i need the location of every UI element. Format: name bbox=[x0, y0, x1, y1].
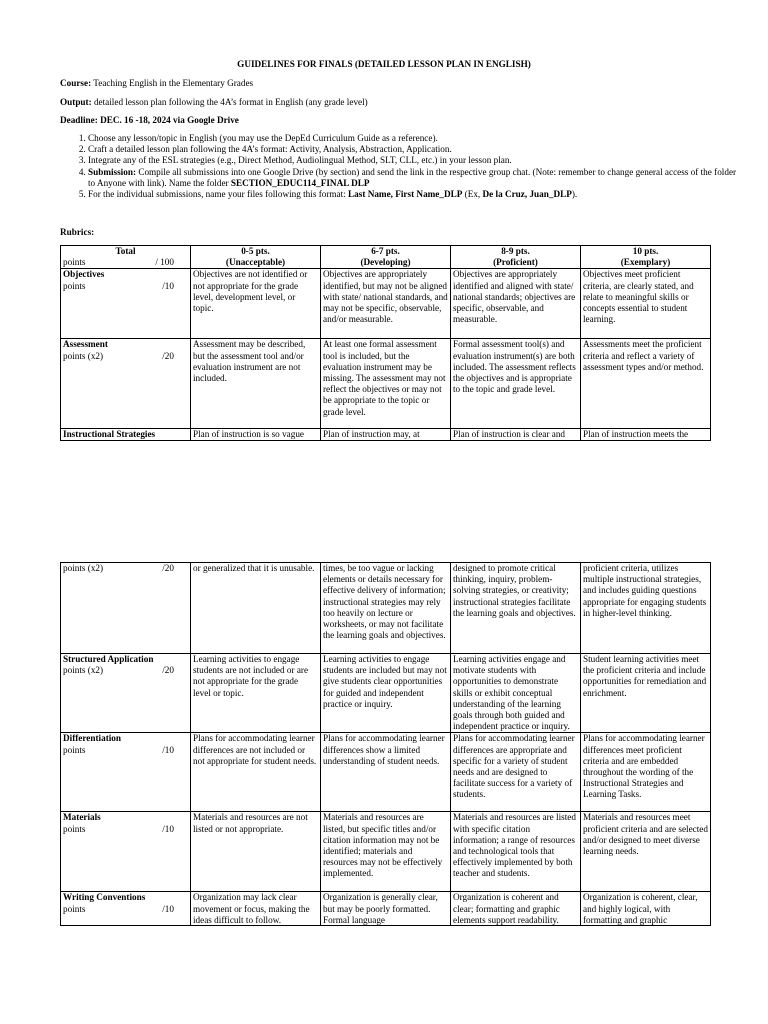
rubric-header-row bbox=[61, 246, 711, 269]
rubric-cell: Objectives meet proficient criteria, are clearly stated, and relate to meaningful skills or concepts essential to student learning. bbox=[581, 269, 711, 339]
rubric-cell: Student learning activities meet the proficient criteria and include opportunities for remediation and enrichment. bbox=[581, 654, 711, 733]
criterion-cell bbox=[61, 812, 191, 892]
guideline-item bbox=[88, 189, 740, 200]
criterion-cell bbox=[61, 654, 191, 733]
level-points: 8-9 pts. bbox=[501, 246, 530, 256]
document-title: GUIDELINES FOR FINALS (DETAILED LESSON PLAN IN ENGLISH) bbox=[237, 59, 531, 69]
criterion-points: points (x2) bbox=[63, 563, 104, 573]
course-value: Teaching English in the Elementary Grades bbox=[93, 78, 254, 88]
criterion-cell bbox=[61, 269, 191, 339]
level-name: (Unacceptable) bbox=[225, 257, 286, 268]
criterion-points: points (x2) bbox=[63, 665, 104, 676]
rubric-row-structured-application bbox=[61, 654, 711, 733]
output-label: Output: bbox=[60, 97, 92, 107]
criterion-max: /10 bbox=[162, 280, 174, 291]
criterion-name: Differentiation bbox=[63, 733, 122, 744]
criterion-points: points bbox=[63, 744, 86, 755]
criterion-max: /20 bbox=[162, 350, 174, 361]
filename-ex-open: (Ex, bbox=[462, 189, 483, 200]
criterion-max: /20 bbox=[162, 665, 174, 676]
filename-ex-close: ). bbox=[571, 189, 578, 200]
rubric-cell: Objectives are not identified or not appropriate for the grade level, development level, or topic. bbox=[191, 269, 321, 339]
rubric-cell: Materials and resources meet proficient criteria and are selected and/or designed to meet diverse learning needs. bbox=[581, 812, 711, 892]
filename-text: For the individual submissions, name your files following this format: bbox=[88, 189, 349, 200]
rubric-cell: Formal assessment tool(s) and evaluation instrument(s) are both included. The assessment reflects the objectives and is appropriate to the topic and grade level. bbox=[451, 339, 581, 429]
level-points: 10 pts. bbox=[632, 246, 659, 256]
rubric-cell: Learning activities to engage students are not included or are not appropriate for the grade level or topic. bbox=[191, 654, 321, 733]
rubric-cell: Plans for accommodating learner differences are appropriate and specific for a variety of student needs and are designed to facilitate success for a variety of students. bbox=[451, 733, 581, 812]
header-points: points bbox=[63, 257, 86, 268]
deadline-line: Deadline: DEC. 16 -18, 2024 via Google Drive bbox=[60, 115, 239, 125]
submission-label: Submission: bbox=[88, 166, 137, 177]
criterion-points: points bbox=[63, 280, 86, 291]
criterion-max: /10 bbox=[162, 823, 174, 834]
course-label: Course: bbox=[60, 78, 92, 88]
header-total: Total bbox=[115, 246, 136, 256]
level-name: (Exemplary) bbox=[620, 257, 671, 268]
rubric-cell: Learning activities to engage students are included but may not give students clear opportunities for guided and independent practice or inquiry. bbox=[321, 654, 451, 733]
guideline-item: 1. Choose any lesson/topic in English (you may use the DepEd Curriculum Guide as a reference). bbox=[88, 133, 740, 144]
rubric-cell: Plans for accommodating learner differences meet proficient criteria and are embedded throughout the wording of the Instructional Strategies and Learning Tasks. bbox=[581, 733, 711, 812]
rubric-cell: Assessments meet the proficient criteria and reflect a variety of assessment types and/or method. bbox=[581, 339, 711, 429]
header-total-cell bbox=[61, 246, 191, 269]
rubric-cell: or generalized that it is unusable. bbox=[191, 563, 321, 654]
criterion-max: /10 bbox=[162, 744, 174, 755]
criterion-cell bbox=[61, 892, 191, 926]
criterion-points: points bbox=[63, 903, 86, 914]
rubric-cell: designed to promote critical thinking, inquiry, problem-solving strategies, or creativity; instructional strategies facilitate the learning goals and objectives. bbox=[451, 563, 581, 654]
criterion-name: Writing Conventions bbox=[63, 892, 146, 903]
criterion-name: Assessment bbox=[63, 339, 108, 350]
output-line bbox=[60, 97, 368, 108]
rubric-cell: Learning activities engage and motivate students with opportunities to demonstrate skills or exhibit conceptual understanding of the learning goals through both guided and independent practice or inquiry. bbox=[451, 654, 581, 733]
level-points: 0-5 pts. bbox=[241, 246, 270, 256]
folder-name: SECTION_EDUC114_FINAL DLP bbox=[230, 177, 370, 188]
rubric-cell: Assessment may be described, but the assessment tool and/or evaluation instrument are not included. bbox=[191, 339, 321, 429]
course-line bbox=[60, 78, 253, 89]
criterion-max: /10 bbox=[162, 903, 174, 914]
rubric-cell: Plan of instruction is clear and bbox=[451, 429, 581, 441]
rubric-row-differentiation bbox=[61, 733, 711, 812]
header-level-3 bbox=[581, 246, 711, 269]
level-name: (Developing) bbox=[360, 257, 411, 268]
criterion-cell bbox=[61, 563, 191, 654]
submission-text: Compile all submissions into one Google Drive (by section) and send the link in the respective group chat. (Note: remember to change general access of the folder to Anyone with link). Name the folder bbox=[88, 166, 737, 188]
rubric-cell: Organization is generally clear, but may be poorly formatted. Formal language bbox=[321, 892, 451, 926]
rubric-cell: Organization may lack clear movement or focus, making the ideas difficult to follow. bbox=[191, 892, 321, 926]
rubric-row-materials bbox=[61, 812, 711, 892]
header-level-0 bbox=[191, 246, 321, 269]
rubric-cell: Materials and resources are listed with specific citation information; a range of resources and technological tools that effectively implemented by both teacher and students. bbox=[451, 812, 581, 892]
level-points: 6-7 pts. bbox=[371, 246, 400, 256]
criterion-cell bbox=[61, 429, 191, 441]
rubric-cell: Plan of instruction may, at bbox=[321, 429, 451, 441]
rubric-cell: Organization is coherent, clear, and highly logical, with formatting and graphic bbox=[581, 892, 711, 926]
criterion-points: points (x2) bbox=[63, 350, 104, 361]
level-name: (Proficient) bbox=[493, 257, 538, 268]
rubric-cell: Organization is coherent and clear; formatting and graphic elements support readability. bbox=[451, 892, 581, 926]
rubric-cell: times, be too vague or lacking elements or details necessary for effective delivery of information; instructional strategies may rely too heavily on lecture or worksheets, or may not facilitate the learning goals and objectives. bbox=[321, 563, 451, 654]
header-total-points: / 100 bbox=[155, 257, 174, 268]
rubric-cell: Plans for accommodating learner differences are not included or not appropriate for student needs. bbox=[191, 733, 321, 812]
filename-format: Last Name, First Name_DLP bbox=[348, 189, 463, 200]
guideline-item: 2. Craft a detailed lesson plan following the 4A’s format: Activity, Analysis, Abstraction, Application. bbox=[88, 144, 740, 155]
output-value: detailed lesson plan following the 4A’s format in English (any grade level) bbox=[93, 97, 368, 107]
rubric-cell: Materials and resources are not listed or not appropriate. bbox=[191, 812, 321, 892]
rubric-row-writing-conventions bbox=[61, 892, 711, 926]
criterion-points: points bbox=[63, 823, 86, 834]
rubric-cell: Objectives are appropriately identified, but may not be aligned with state/ national standards, and may not be specific, observable, and/or measurable. bbox=[321, 269, 451, 339]
rubric-cell: Plan of instruction is so vague bbox=[191, 429, 321, 441]
header-level-1 bbox=[321, 246, 451, 269]
criterion-name: Structured Application bbox=[63, 654, 154, 664]
rubric-row-instructional-strategies-cont bbox=[61, 563, 711, 654]
rubrics-label: Rubrics: bbox=[60, 227, 95, 237]
rubric-cell: Plans for accommodating learner differences show a limited understanding of student needs. bbox=[321, 733, 451, 812]
guideline-item: 3. Integrate any of the ESL strategies (e.g., Direct Method, Audiolingual Method, SLT, CLL, etc.) in your lesson plan. bbox=[88, 155, 740, 166]
header-level-2 bbox=[451, 246, 581, 269]
rubric-cell: proficient criteria, utilizes multiple instructional strategies, and includes guiding questions appropriate for engaging students in higher-level thinking. bbox=[581, 563, 711, 654]
rubric-cell: Objectives are appropriately identified and aligned with state/ national standards; objectives are specific, observable, and measurable. bbox=[451, 269, 581, 339]
rubric-row-assessment bbox=[61, 339, 711, 429]
rubric-table-part2 bbox=[60, 562, 711, 926]
rubric-row-objectives bbox=[61, 269, 711, 339]
criterion-name: Instructional Strategies bbox=[63, 429, 156, 440]
rubric-row-instructional-strategies bbox=[61, 429, 711, 441]
criterion-max: /20 bbox=[162, 563, 174, 573]
guidelines-list bbox=[60, 133, 740, 200]
rubric-cell: At least one formal assessment tool is included, but the evaluation instrument may be missing. The assessment may not reflect the objectives or may not be appropriate to the topic or grade level. bbox=[321, 339, 451, 429]
criterion-cell bbox=[61, 733, 191, 812]
rubric-cell: Plan of instruction meets the bbox=[581, 429, 711, 441]
guideline-item bbox=[88, 167, 740, 189]
criterion-cell bbox=[61, 339, 191, 429]
criterion-name: Objectives bbox=[63, 269, 105, 280]
rubric-table-part1 bbox=[60, 245, 711, 441]
criterion-name: Materials bbox=[63, 812, 101, 823]
filename-example: De la Cruz, Juan_DLP bbox=[482, 189, 572, 200]
rubric-cell: Materials and resources are listed, but specific titles and/or citation information may not be identified; materials and resources may not be effectively implemented. bbox=[321, 812, 451, 892]
